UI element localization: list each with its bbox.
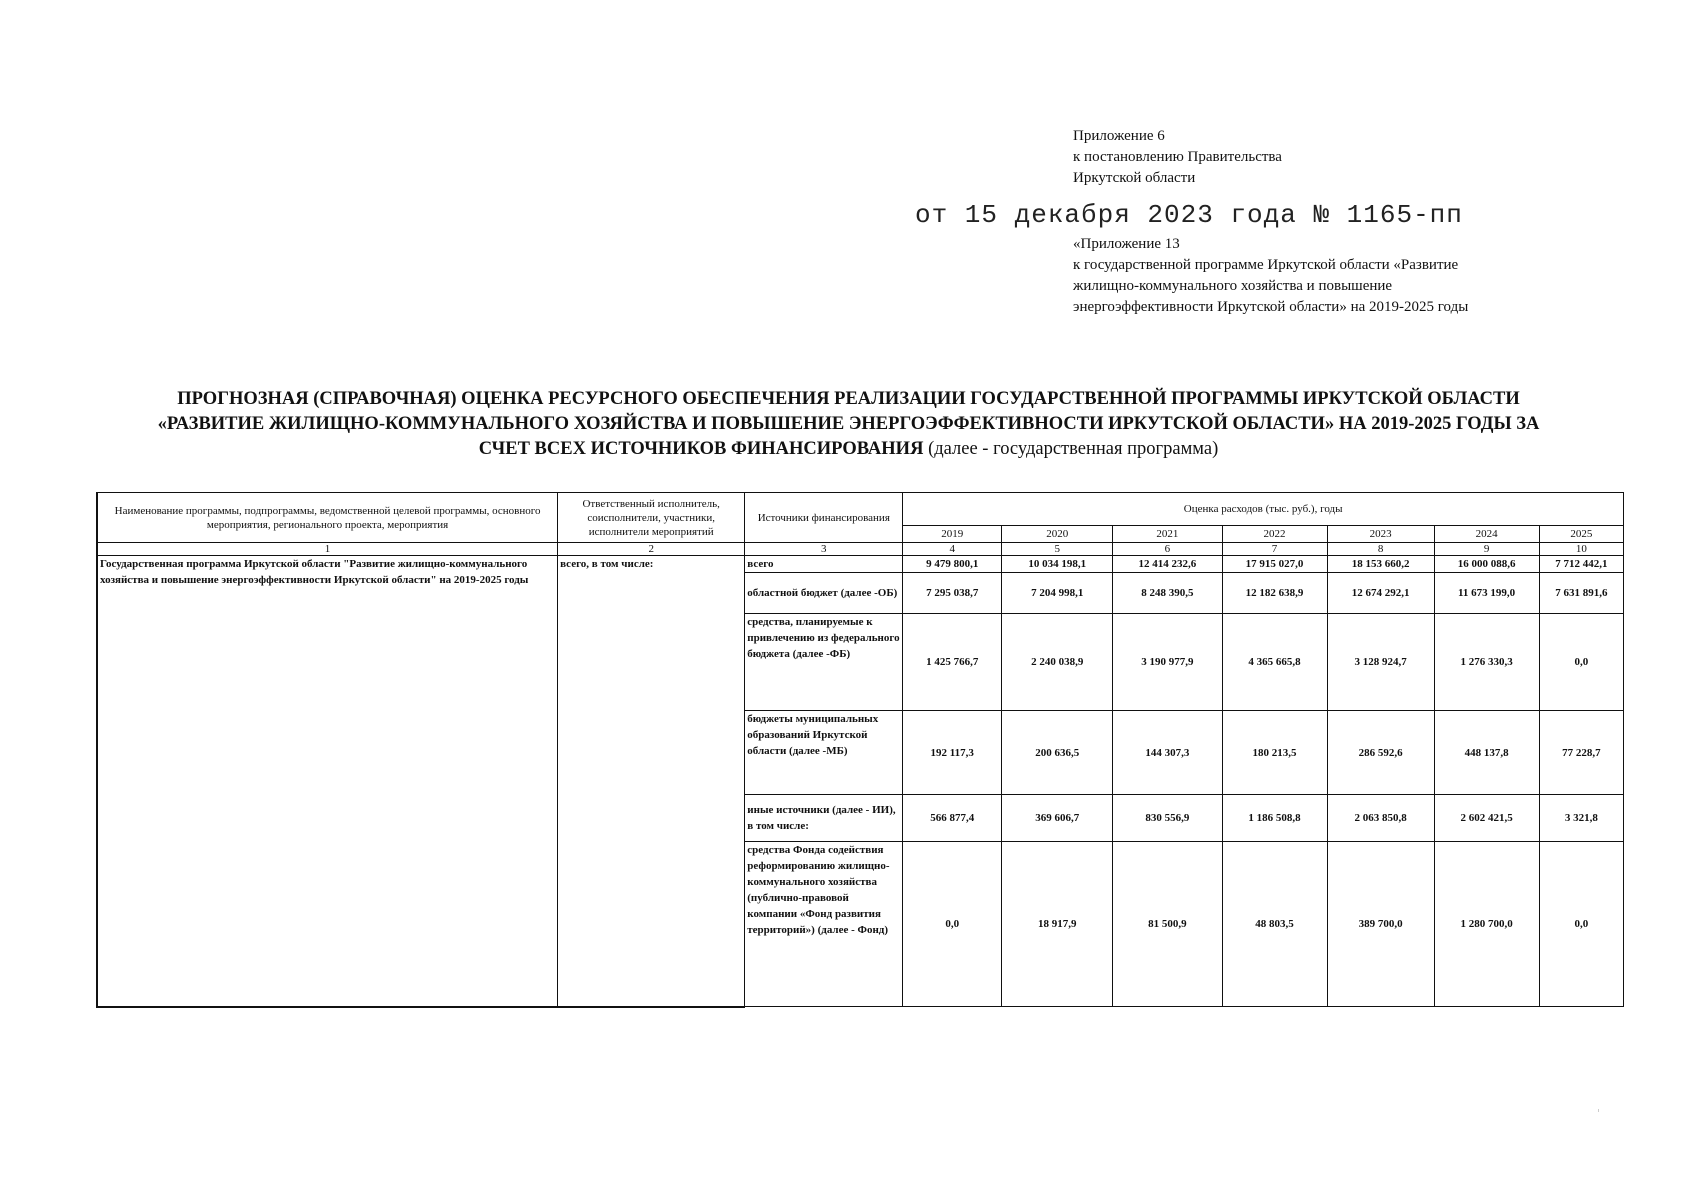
resource-table <box>96 492 1624 1008</box>
value-cell: 7 204 998,1 <box>1002 573 1113 614</box>
value-cell: 16 000 088,6 <box>1434 556 1539 573</box>
header-executor: Ответственный исполнитель, соисполнители, участники, исполнители мероприятий <box>558 493 745 543</box>
value-cell: 18 153 660,2 <box>1327 556 1434 573</box>
decree-stamp: от 15 декабря 2023 года № 1165-пп <box>915 200 1463 230</box>
value-cell: 12 414 232,6 <box>1113 556 1222 573</box>
year-2023: 2023 <box>1327 526 1434 543</box>
value-cell: 12 182 638,9 <box>1222 573 1327 614</box>
year-2021: 2021 <box>1113 526 1222 543</box>
source-cell: средства, планируемые к привлечению из федерального бюджета (далее -ФБ) <box>745 614 903 711</box>
source-cell: бюджеты муниципальных образований Иркутской области (далее -МБ) <box>745 711 903 795</box>
value-cell: 286 592,6 <box>1327 711 1434 795</box>
appendix-block <box>1073 126 1282 189</box>
value-cell: 566 877,4 <box>903 795 1002 842</box>
appendix2-line: энергоэффективности Иркутской области» на 2019-2025 годы <box>1073 299 1469 315</box>
header-sources: Источники финансирования <box>745 493 903 543</box>
col-number: 1 <box>97 543 558 556</box>
value-cell: 3 128 924,7 <box>1327 614 1434 711</box>
title-line-3 <box>100 437 1597 462</box>
title-line-3-normal: (далее - государственная программа) <box>923 439 1219 459</box>
source-cell: иные источники (далее - ИИ), в том числе: <box>745 795 903 842</box>
program-name-cell: Государственная программа Иркутской области "Развитие жилищно-коммунального хозяйства и повышение энергоэффективности Иркутской области" на 2019-2025 годы <box>97 556 558 1007</box>
appendix-line: Иркутской области <box>1073 170 1196 186</box>
col-number: 5 <box>1002 543 1113 556</box>
value-cell: 17 915 027,0 <box>1222 556 1327 573</box>
value-cell: 4 365 665,8 <box>1222 614 1327 711</box>
value-cell: 3 321,8 <box>1539 795 1623 842</box>
value-cell: 448 137,8 <box>1434 711 1539 795</box>
source-cell: областной бюджет (далее -ОБ) <box>745 573 903 614</box>
value-cell: 3 190 977,9 <box>1113 614 1222 711</box>
value-cell: 2 240 038,9 <box>1002 614 1113 711</box>
col-number: 10 <box>1539 543 1623 556</box>
header-program-name: Наименование программы, подпрограммы, ведомственной целевой программы, основного мероприятия, регионального проекта, мероприятия <box>97 493 558 543</box>
appendix2-line: к государственной программе Иркутской области «Развитие <box>1073 257 1459 273</box>
value-cell: 1 280 700,0 <box>1434 842 1539 1007</box>
col-number: 9 <box>1434 543 1539 556</box>
value-cell: 389 700,0 <box>1327 842 1434 1007</box>
appendix2-block <box>1073 234 1468 318</box>
value-cell: 1 425 766,7 <box>903 614 1002 711</box>
appendix2-line: жилищно-коммунального хозяйства и повышение <box>1073 278 1393 294</box>
value-cell: 48 803,5 <box>1222 842 1327 1007</box>
value-cell: 18 917,9 <box>1002 842 1113 1007</box>
value-cell: 2 602 421,5 <box>1434 795 1539 842</box>
executor-cell: всего, в том числе: <box>558 556 745 1007</box>
year-2024: 2024 <box>1434 526 1539 543</box>
document-title <box>100 387 1597 462</box>
col-number: 2 <box>558 543 745 556</box>
title-line-2: «РАЗВИТИЕ ЖИЛИЩНО-КОММУНАЛЬНОГО ХОЗЯЙСТВА И ПОВЫШЕНИЕ ЭНЕРГОЭФФЕКТИВНОСТИ ИРКУТСКОЙ ОБЛАСТИ» НА 2019-2025 ГОДЫ ЗА <box>157 414 1540 434</box>
value-cell: 1 186 508,8 <box>1222 795 1327 842</box>
value-cell: 10 034 198,1 <box>1002 556 1113 573</box>
source-cell: всего <box>745 556 903 573</box>
value-cell: 0,0 <box>903 842 1002 1007</box>
value-cell: 7 631 891,6 <box>1539 573 1623 614</box>
value-cell: 81 500,9 <box>1113 842 1222 1007</box>
value-cell: 11 673 199,0 <box>1434 573 1539 614</box>
value-cell: 9 479 800,1 <box>903 556 1002 573</box>
value-cell: 0,0 <box>1539 614 1623 711</box>
value-cell: 7 295 038,7 <box>903 573 1002 614</box>
appendix-line: Приложение 6 <box>1073 128 1165 144</box>
value-cell: 180 213,5 <box>1222 711 1327 795</box>
value-cell: 192 117,3 <box>903 711 1002 795</box>
year-2019: 2019 <box>903 526 1002 543</box>
value-cell: 7 712 442,1 <box>1539 556 1623 573</box>
appendix2-line: «Приложение 13 <box>1073 236 1180 252</box>
value-cell: 200 636,5 <box>1002 711 1113 795</box>
value-cell: 2 063 850,8 <box>1327 795 1434 842</box>
col-number: 8 <box>1327 543 1434 556</box>
value-cell: 830 556,9 <box>1113 795 1222 842</box>
year-2022: 2022 <box>1222 526 1327 543</box>
title-line-3-bold: СЧЕТ ВСЕХ ИСТОЧНИКОВ ФИНАНСИРОВАНИЯ <box>478 439 924 459</box>
col-number: 7 <box>1222 543 1327 556</box>
appendix-line: к постановлению Правительства <box>1073 149 1282 165</box>
table-row <box>97 556 1624 573</box>
value-cell: 0,0 <box>1539 842 1623 1007</box>
header-estimate: Оценка расходов (тыс. руб.), годы <box>903 493 1624 526</box>
col-number: 6 <box>1113 543 1222 556</box>
value-cell: 1 276 330,3 <box>1434 614 1539 711</box>
value-cell: 77 228,7 <box>1539 711 1623 795</box>
value-cell: 144 307,3 <box>1113 711 1222 795</box>
title-line-1: ПРОГНОЗНАЯ (СПРАВОЧНАЯ) ОЦЕНКА РЕСУРСНОГО ОБЕСПЕЧЕНИЯ РЕАЛИЗАЦИИ ГОСУДАРСТВЕННОЙ ПРОГРАММЫ ИРКУТСКОЙ ОБЛАСТИ <box>177 389 1520 409</box>
value-cell: 369 606,7 <box>1002 795 1113 842</box>
year-2020: 2020 <box>1002 526 1113 543</box>
value-cell: 12 674 292,1 <box>1327 573 1434 614</box>
scan-artifact <box>1598 1109 1599 1112</box>
year-2025: 2025 <box>1539 526 1623 543</box>
col-number: 4 <box>903 543 1002 556</box>
value-cell: 8 248 390,5 <box>1113 573 1222 614</box>
col-number: 3 <box>745 543 903 556</box>
source-cell: средства Фонда содействия реформированию жилищно-коммунального хозяйства (публично-правовой компании «Фонд развития территорий») (далее - Фонд) <box>745 842 903 1007</box>
